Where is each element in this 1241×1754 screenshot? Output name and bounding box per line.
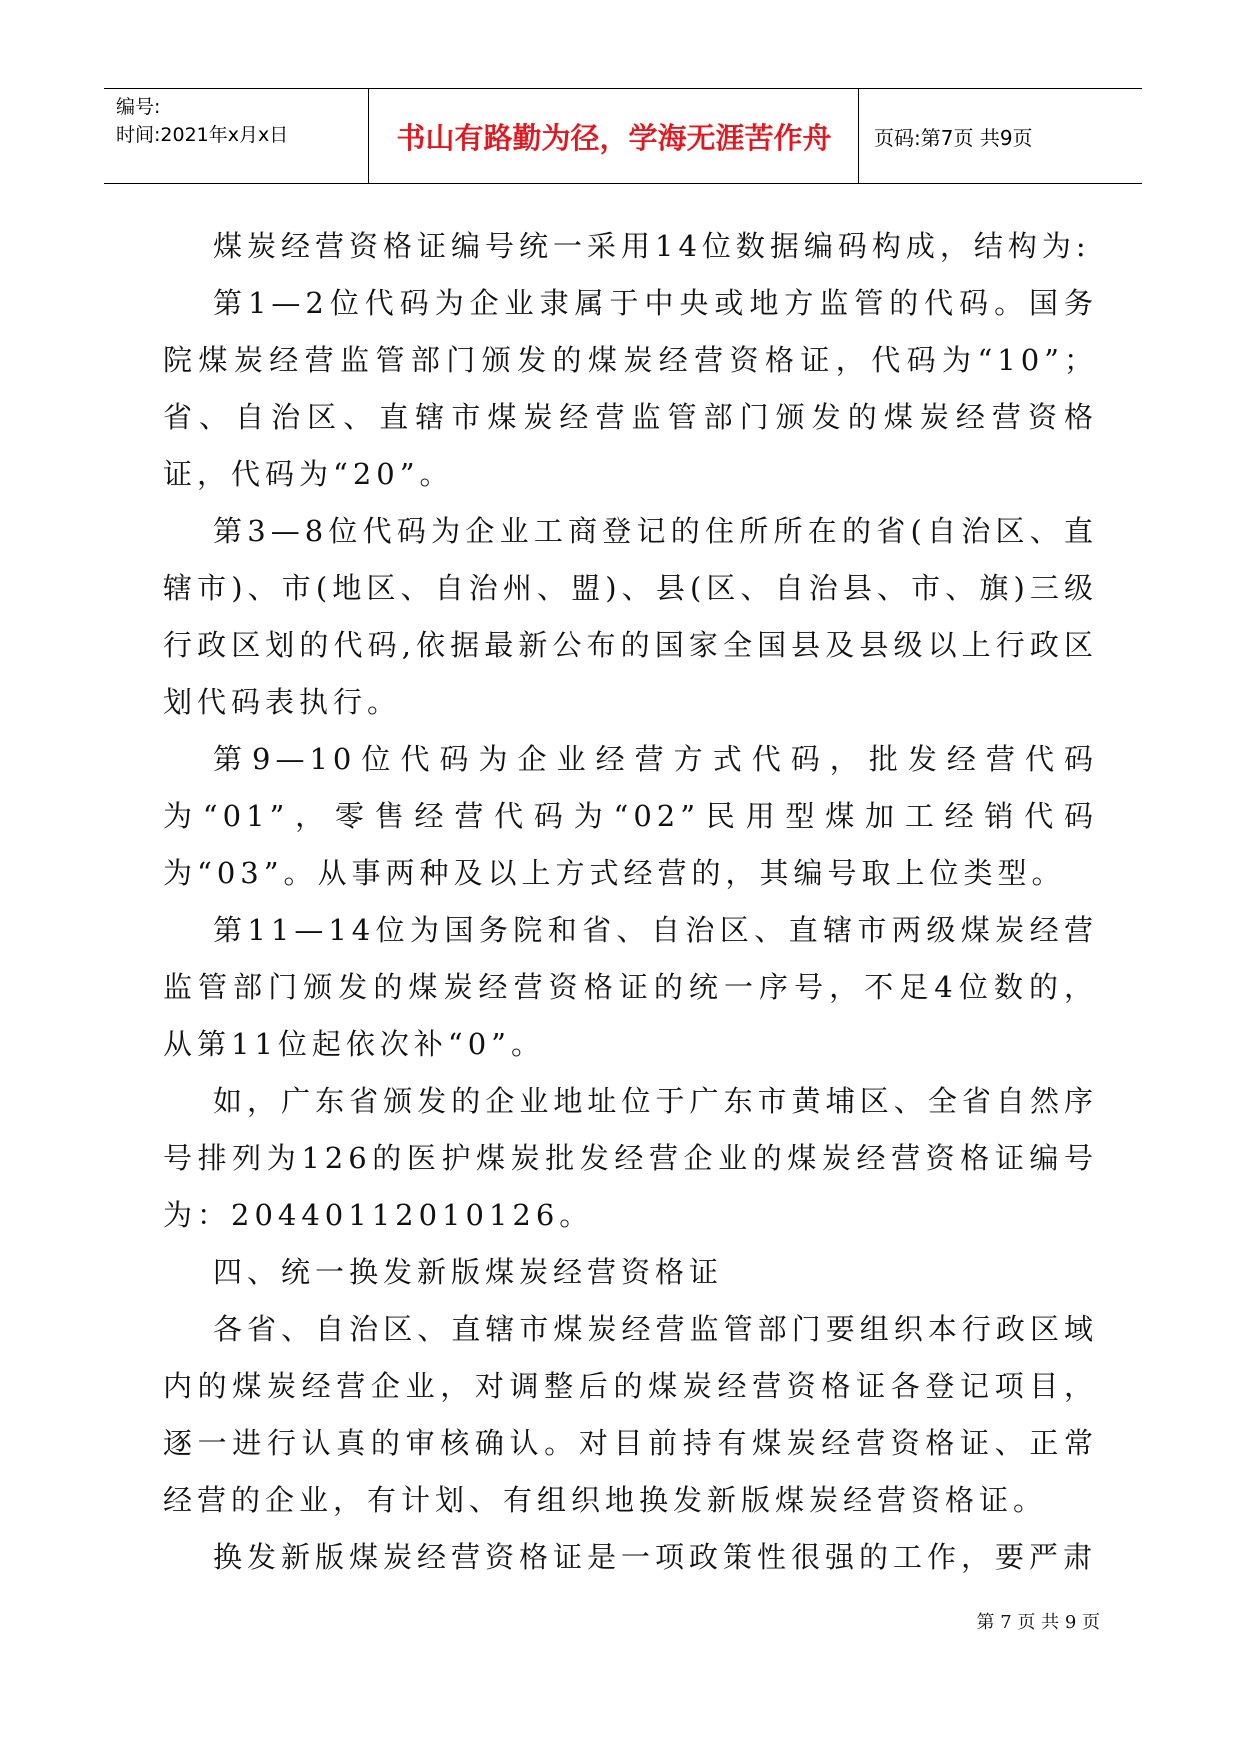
page-footer: 第 7 页 共 9 页 xyxy=(976,1612,1100,1633)
time-label: 时间:2021年x月x日 xyxy=(116,124,289,146)
paragraph: 第1—2位代码为企业隶属于中央或地方监管的代码。国务院煤炭经营监管部门颁发的煤炭经营资格证，代码为“10”；省、自治区、直辖市煤炭经营监管部门颁发的煤炭经营资格证，代码为“20”。 xyxy=(163,286,1098,491)
header-divider xyxy=(858,89,859,183)
header-divider xyxy=(368,89,369,183)
paragraph: 第9—10位代码为企业经营方式代码，批发经营代码为“01”，零售经营代码为“02”民用型煤加工经销代码为“03”。从事两种及以上方式经营的，其编号取上位类型。 xyxy=(163,742,1098,890)
document-body xyxy=(163,218,1098,1586)
paragraph: 煤炭经营资格证编号统一采用14位数据编码构成，结构为: xyxy=(213,229,1091,263)
paragraph: 第3—8位代码为企业工商登记的住所所在的省(自治区、直辖市)、市(地区、自治州、盟)、县(区、自治县、市、旗)三级行政区划的代码,依据最新公布的国家全国县及县级以上行政区划代码表执行。 xyxy=(163,514,1098,719)
header-meta xyxy=(116,93,366,149)
section-heading: 四、统一换发新版煤炭经营资格证 xyxy=(213,1255,724,1289)
paragraph: 各省、自治区、直辖市煤炭经营监管部门要组织本行政区域内的煤炭经营企业，对调整后的煤炭经营资格证各登记项目，逐一进行认真的审核确认。对目前持有煤炭经营资格证、正常经营的企业，有计划、有组织地换发新版煤炭经营资格证。 xyxy=(163,1312,1098,1517)
number-label: 编号: xyxy=(116,96,161,118)
paragraph: 第11—14位为国务院和省、自治区、直辖市两级煤炭经营监管部门颁发的煤炭经营资格证的统一序号，不足4位数的，从第11位起依次补“0”。 xyxy=(163,913,1098,1061)
header-page-info: 页码:第7页 共9页 xyxy=(874,125,1033,150)
paragraph: 如，广东省颁发的企业地址位于广东市黄埔区、全省自然序号排列为126的医护煤炭批发经营企业的煤炭经营资格证编号为：20440112010126。 xyxy=(163,1084,1098,1232)
paragraph: 换发新版煤炭经营资格证是一项政策性很强的工作，要严肃 xyxy=(213,1540,1098,1574)
header-motto: 书山有路勤为径，学海无涯苦作舟 xyxy=(396,120,832,155)
header-table xyxy=(104,88,1142,184)
